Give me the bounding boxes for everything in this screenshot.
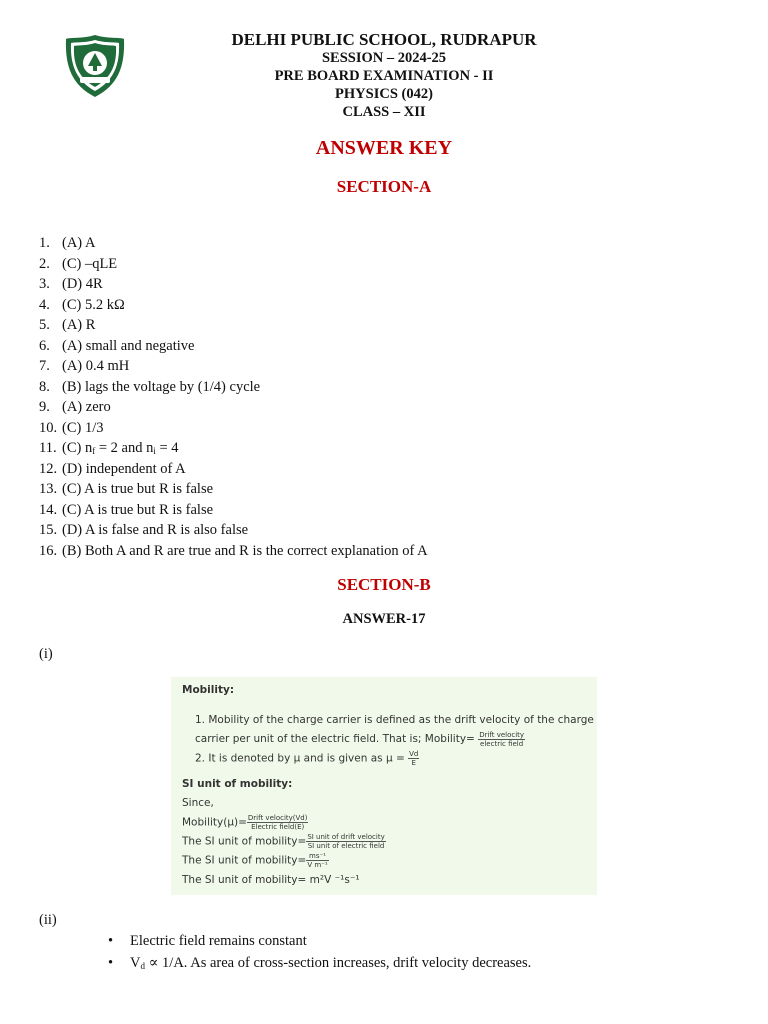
bullet-text: Electric field remains constant [130,933,307,949]
since-text: Since, [182,797,214,809]
fraction-denominator: SI unit of electric field [307,842,385,850]
section-a-heading: SECTION-A [336,177,432,196]
answer-number: 11. [39,440,57,456]
subscript: i [153,446,156,456]
answer-text-part: = 4 [155,440,179,456]
subscript: f [92,446,96,456]
answer-item [39,377,428,398]
answer-number: 13. [39,481,58,497]
session: SESSION – 2024-25 [321,50,447,66]
answer-text-part: = 2 and n [95,440,154,456]
answer-number: 3. [39,276,50,292]
answer-item [39,356,428,377]
answer-text: (C) –qLE [62,255,118,272]
definition-text: 1. Mobility of the charge carrier is defined as the drift velocity of the charge carrier per unit of the electric field. That is; Mobility= [195,714,594,745]
fraction-denominator: V m⁻¹ [307,861,328,869]
answer-number: 15. [39,522,58,538]
answer-text: (D) A is false and R is also false [62,522,249,538]
fraction [478,731,525,748]
subscript: d [140,961,145,971]
subject: PHYSICS (042) [335,86,433,102]
panel-title: Mobility: [182,684,235,696]
fraction-numerator: Drift velocity [479,730,525,739]
bullet-item [108,952,531,974]
answer-number: 10. [39,419,58,436]
formula-text: The SI unit of mobility= [182,854,307,867]
answer-text: (C) A is true but R is false [62,501,214,518]
answer-number: 16. [39,542,58,559]
answer-item [39,418,428,439]
answer-item [39,459,428,480]
answer-number: 1. [39,235,50,251]
answer-number: 5. [39,317,50,333]
fraction-denominator: Electric field(E) [251,823,305,831]
answer-text: (A) R [62,317,96,333]
answer-item [39,438,428,459]
part-ii-label: (ii) [39,912,57,928]
answer-text [62,440,179,456]
answer-item [39,295,428,316]
mobility-definition-item [195,711,595,749]
answer-text: (A) 0.4 mH [62,358,130,374]
answer-text: (C) 1/3 [62,419,104,436]
symbol-text: 2. It is denoted by μ and is given as μ = [195,752,405,765]
answer-item [39,397,428,418]
formula-row [182,833,386,850]
section-b-heading: SECTION-B [337,575,431,594]
fraction [247,814,309,831]
fraction-numerator: Drift velocity(Vd) [247,814,308,822]
class-name: CLASS – XII [342,104,426,120]
formula-text: The SI unit of mobility= [182,835,307,848]
answer-number: 6. [39,337,50,354]
answer-item [39,336,428,357]
bullet-text-prefix: V [130,955,141,971]
bullet-text: ∝ 1/A. As area of cross-section increases, drift velocity decreases. [144,955,532,971]
answer-text: (D) 4R [62,276,103,292]
answer-17-heading: ANSWER-17 [342,611,426,627]
mobility-symbol-item [195,750,419,767]
answer-number: 2. [39,255,50,272]
answer-number: 14. [39,501,58,518]
answer-text: (B) Both A and R are true and R is the correct explanation of A [62,542,428,559]
fraction-numerator: SI unit of drift velocity [307,833,385,841]
bullet-icon: • [108,933,114,949]
answer-item [39,274,428,295]
answer-item [39,520,428,541]
answer-number: 7. [39,358,50,374]
answer-text: (D) independent of A [62,460,186,477]
fraction-numerator: ms⁻¹ [306,852,328,861]
formula-text: Mobility(μ)= [182,816,247,829]
answer-number: 4. [39,296,50,313]
answer-item [39,479,428,500]
answer-number: 9. [39,399,50,415]
fraction [408,750,419,767]
answer-item [39,500,428,521]
part-i-label: (i) [39,646,53,662]
fraction [306,852,328,869]
fraction [306,833,385,850]
answer-text: (A) small and negative [62,337,195,354]
answer-number: 8. [39,378,50,395]
page-title: ANSWER KEY [315,137,453,159]
fraction-numerator: Vd [409,750,419,758]
answer-item [39,233,428,254]
answer-item [39,315,428,336]
formula-row [182,814,308,831]
part-ii-bullet-list [108,930,531,974]
answer-item [39,541,428,562]
answer-number: 12. [39,460,58,477]
fraction-denominator: electric field [480,739,524,748]
bullet-item [108,930,531,952]
answer-item [39,254,428,275]
section-a-answer-list [39,233,428,561]
answer-text: (C) 5.2 kΩ [62,296,125,313]
school-name: DELHI PUBLIC SCHOOL, RUDRAPUR [231,30,537,49]
mobility-explanation-panel [171,677,597,895]
formula-row: The SI unit of mobility= m²V ⁻¹s⁻¹ [182,874,360,886]
answer-text: (A) zero [62,399,111,415]
fraction-denominator: E [411,759,416,767]
answer-text: (C) A is true but R is false [62,481,214,497]
si-unit-title: SI unit of mobility: [182,778,293,790]
bullet-icon: • [108,955,114,971]
answer-text: (A) A [62,235,96,251]
answer-text: (B) lags the voltage by (1/4) cycle [62,378,261,395]
formula-row [182,852,329,869]
answer-text-part: (C) n [62,440,93,456]
exam-name: PRE BOARD EXAMINATION - II [274,68,494,84]
